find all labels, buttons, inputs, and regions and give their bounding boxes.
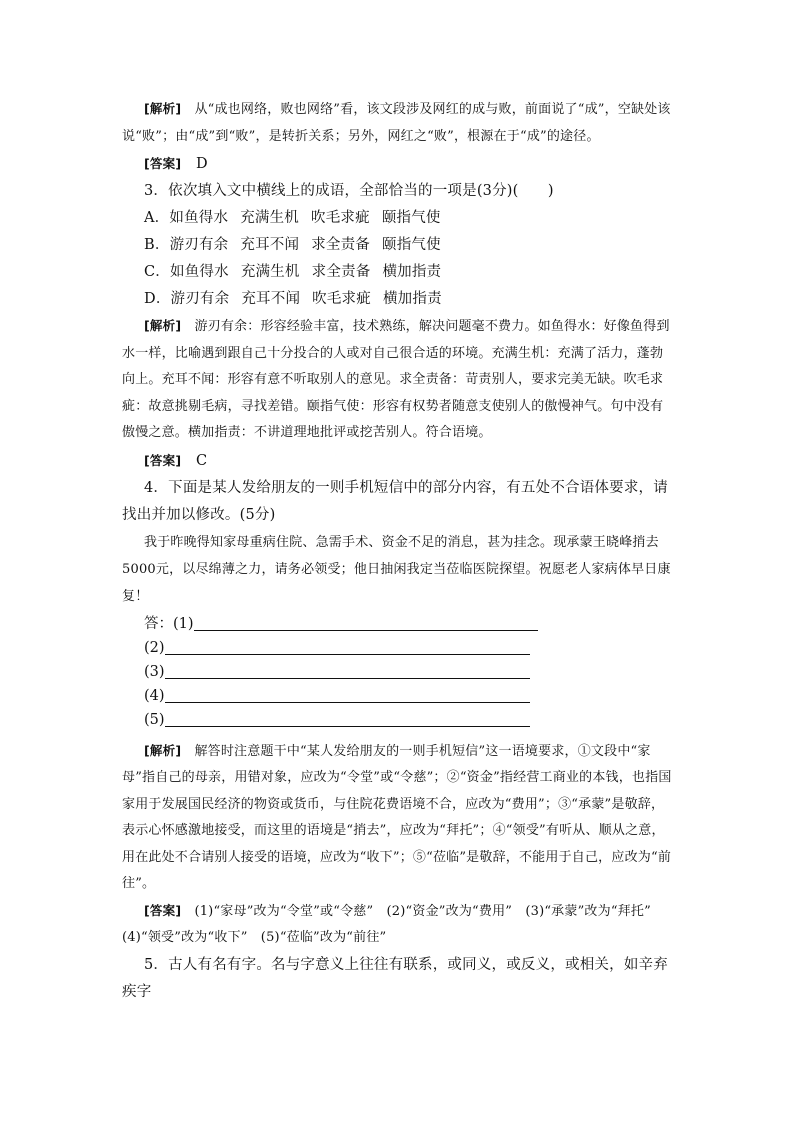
option-term: 求全责备: [311, 264, 371, 280]
blank-label: (4): [144, 687, 165, 704]
analysis-tag: [解析]: [144, 101, 182, 116]
option-term: 游刃有余: [170, 291, 230, 307]
sms-text: 我于昨晚得知家母重病住院、急需手术、资金不足的消息，甚为挂念。现承蒙王晓峰捎去5000元，以尽绵薄之力，请务必领受；他日抽闲我定当莅临医院探望。祝愿老人家病体早日康复！: [122, 534, 671, 604]
blank-label: (3): [144, 663, 165, 680]
analysis-text: 游刃有余：形容经验丰富，技术熟练，解决问题毫不费力。如鱼得水：好像鱼得到水一样，比喻遇到跟自己十分投合的人或对自己很合适的环境。充满生机：充满了活力，蓬勃向上。充耳不闻：形容有意不听取别人的意见。求全责备：苛责别人，要求完美无缺。吹毛求疵：故意挑剔毛病，寻找差错。颐指气使：形容有权势者随意支使别人的傲慢神气。句中没有傲慢之意。横加指责：不讲道理地批评或挖苦别人。符合语境。: [122, 319, 670, 440]
answer-blank-5[interactable]: [144, 708, 674, 732]
answer-q3: [122, 447, 674, 475]
option-term: 充耳不闻: [240, 237, 300, 253]
answer-tag: [答案]: [144, 452, 182, 468]
question-5-stem: 5．古人有名有字。名与字意义上往往有联系，或同义，或反义，或相关，如辛弃疾字: [122, 956, 668, 1000]
option-b: [122, 232, 674, 259]
option-d: [122, 286, 674, 313]
answer-blanks: [122, 612, 674, 732]
blank-line: [165, 660, 530, 679]
question-3-stem: 3．依次填入文中横线上的成语，全部恰当的一项是(3分)( ): [144, 183, 554, 199]
option-term: 横加指责: [382, 291, 442, 307]
option-term: 游刃有余: [169, 237, 229, 253]
answer-q4: [122, 898, 674, 952]
answer-prefix: 答：: [144, 615, 173, 632]
option-letter: B．: [144, 237, 170, 253]
option-letter: C．: [144, 264, 170, 280]
option-term: 充满生机: [240, 210, 299, 226]
blank-line: [165, 684, 530, 703]
option-term: 颐指气使: [381, 210, 441, 226]
analysis-tag: [解析]: [144, 318, 182, 333]
analysis-text: 解答时注意题干中“某人发给朋友的一则手机短信”这一语境要求，①文段中“家母”指自己的母亲，用错对象，应改为“令堂”或“令慈”；②“资金”指经营工商业的本钱，也指国家用于发展国民经济的物资或货币，与住院花费语境不合，应改为“费用”；③“承蒙”是敬辞，表示心怀感激地接受，而这里的语境是“捎去”，应改为“拜托”；④“领受”有听从、顺从之意，用在此处不合请别人接受的语境，应改为“收下”；⑤“莅临”是敬辞，不能用于自己，应改为“前往”。: [122, 743, 672, 891]
blank-line: [165, 636, 530, 655]
option-term: 充满生机: [240, 264, 300, 280]
blank-label: (2): [144, 639, 165, 656]
option-term: 求全责备: [311, 237, 370, 253]
answer-text: (1)“家母”改为“令堂”或“令慈” (2)“资金”改为“费用” (3)“承蒙”改为“拜托” (4)“领受”改为“收下” (5)“莅临”改为“前往”: [122, 903, 665, 945]
question-4-stem: 4．下面是某人发给朋友的一则手机短信中的部分内容，有五处不合语体要求，请找出并加以修改。(5分): [122, 479, 668, 523]
option-term: 充耳不闻: [241, 291, 301, 307]
option-term: 横加指责: [382, 264, 442, 280]
answer-blank-4[interactable]: [144, 684, 674, 708]
analysis-tag: [解析]: [144, 742, 182, 758]
answer-q2: [122, 150, 674, 178]
option-term: 颐指气使: [382, 237, 441, 253]
question-3-options: [122, 205, 674, 313]
analysis-q2: [122, 96, 674, 150]
option-letter: A．: [144, 210, 170, 226]
answer-blank-1[interactable]: [144, 612, 674, 636]
answer-blank-2[interactable]: [144, 636, 674, 660]
analysis-q4: [122, 738, 674, 898]
answer-text: D: [195, 156, 208, 172]
option-a: [122, 205, 674, 232]
answer-tag: [答案]: [144, 156, 182, 171]
option-term: 吹毛求疵: [311, 210, 370, 226]
option-term: 吹毛求疵: [312, 291, 371, 307]
option-term: 如鱼得水: [170, 264, 229, 280]
blank-label: (1): [173, 615, 194, 632]
analysis-q3: [122, 313, 674, 447]
answer-tag: [答案]: [144, 902, 182, 918]
analysis-text: 从“成也网络，败也网络”看，该文段涉及网红的成与败，前面说了“成”，空缺处该说“败”；由“成”到“败”，是转折关系；另外，网红之“败”，根源在于“成”的途径。: [122, 102, 671, 144]
blank-line: [165, 708, 530, 727]
blank-line: [194, 612, 538, 631]
option-term: 如鱼得水: [169, 210, 229, 226]
blank-label: (5): [144, 711, 165, 728]
answer-text: C: [195, 452, 208, 469]
page-content: [122, 96, 674, 1006]
answer-blank-3[interactable]: [144, 660, 674, 684]
option-letter: D．: [144, 291, 171, 307]
option-c: [122, 259, 674, 286]
